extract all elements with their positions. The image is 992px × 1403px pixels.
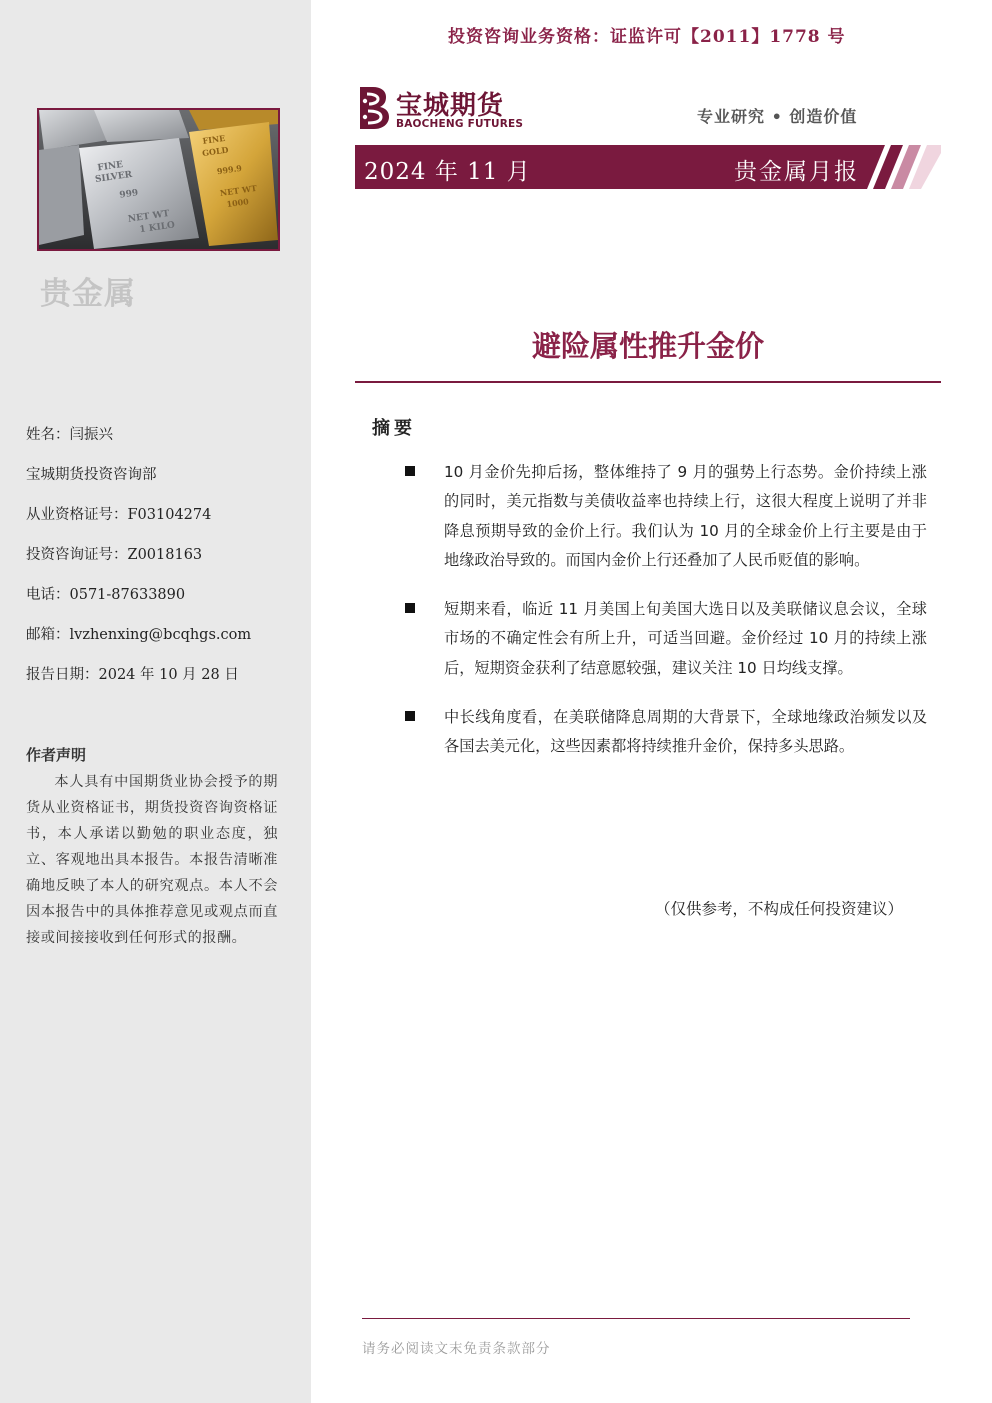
gold-bar-text: GOLD <box>201 144 230 159</box>
list-item <box>405 703 927 762</box>
list-item <box>405 595 927 683</box>
author-license-number: 从业资格证号：F03104274 <box>26 507 212 523</box>
author-phone: 电话：0571-87633890 <box>26 587 186 603</box>
silver-bar-text: SILVER <box>94 169 133 185</box>
bullet-text: 短期来看，临近 11 月美国上旬美国大选日以及美联储议息会议，全球市场的不确定性会有所上升，可适当回避。金价经过 10 月的持续上涨后，短期资金获利了结意愿较强，建议关注 10 日均线支撑。 <box>444 600 927 677</box>
left-silver-bar <box>39 145 84 245</box>
logo-b-icon <box>356 85 392 131</box>
banner-report-type: 贵金属月报 <box>734 159 859 185</box>
logo-chinese-name: 宝城期货 <box>396 91 505 121</box>
gold-bar-text: FINE <box>201 132 226 146</box>
author-email: 邮箱：lvzhenxing@bcqhgs.com <box>26 627 252 643</box>
license-text: 投资咨询业务资格：证监许可【2011】1778 号 <box>448 27 846 47</box>
gold-bar-text: 1000 <box>225 196 250 210</box>
company-logo <box>356 85 526 133</box>
bullet-text: 中长线角度看，在美联储降息周期的大背景下，全球地缘政治频发以及各国去美元化，这些因素都将持续推升金价，保持多头思路。 <box>444 708 927 756</box>
silver-bar-text: 1 KILO <box>138 220 176 236</box>
summary-bullets <box>405 458 927 782</box>
author-advisory-number: 投资咨询证号：Z0018163 <box>26 547 203 563</box>
banner-date: 2024 年 11 月 <box>364 159 531 185</box>
back-silver-bar <box>94 110 189 142</box>
report-date: 报告日期：2024 年 10 月 28 日 <box>26 667 239 683</box>
disclaimer: （仅供参考，不构成任何投资建议） <box>655 900 904 918</box>
title-divider <box>355 381 941 383</box>
metal-bars-illustration <box>39 110 278 249</box>
footer-divider <box>362 1318 910 1319</box>
logo-english-name: BAOCHENG FUTURES <box>396 118 524 130</box>
bullet-text: 10 月金价先抑后扬，整体维持了 9 月的强势上行态势。金价持续上涨的同时，美元指数与美债收益率也持续上行，这很大程度上说明了并非降息预期导致的金价上行。我们认为 10 月的全球金价上行主要是由于地缘政治导致的。而国内金价上行还叠加了人民币贬值的影响。 <box>444 463 927 569</box>
summary-heading: 摘要 <box>372 418 416 439</box>
report-title: 避险属性推升金价 <box>531 329 764 363</box>
silver-bar-text: FINE <box>96 160 124 174</box>
footer-note: 请务必阅读文末免责条款部分 <box>362 1341 551 1357</box>
silver-bar-text: 999 <box>118 188 139 201</box>
square-bullet-icon <box>405 711 415 721</box>
square-bullet-icon <box>405 466 415 476</box>
gold-bar-text: 999.9 <box>216 162 243 177</box>
category-label: 贵金属 <box>40 276 136 312</box>
silver-bar-text: NET WT <box>127 209 171 225</box>
gold-bar-text: NET WT <box>219 182 258 198</box>
author-info <box>26 424 296 704</box>
left-sidebar <box>0 0 311 1403</box>
report-banner <box>355 145 941 189</box>
square-bullet-icon <box>405 603 415 613</box>
list-item <box>405 458 927 575</box>
statement-body: 本人具有中国期货业协会授予的期货从业资格证书，期货投资咨询资格证书，本人承诺以勤勉的职业态度，独立、客观地出具本报告。本报告清晰准确地反映了本人的研究观点。本人不会因本报告中的具体推荐意见或观点而直接或间接接收到任何形式的报酬。 <box>26 774 278 946</box>
precious-metal-bars-image <box>37 108 280 251</box>
statement-title: 作者声明 <box>26 746 87 764</box>
author-name: 姓名：闫振兴 <box>26 427 113 443</box>
slogan: 专业研究 • 创造价值 <box>697 107 858 126</box>
author-department: 宝城期货投资咨询部 <box>26 467 157 483</box>
author-statement <box>26 744 278 951</box>
